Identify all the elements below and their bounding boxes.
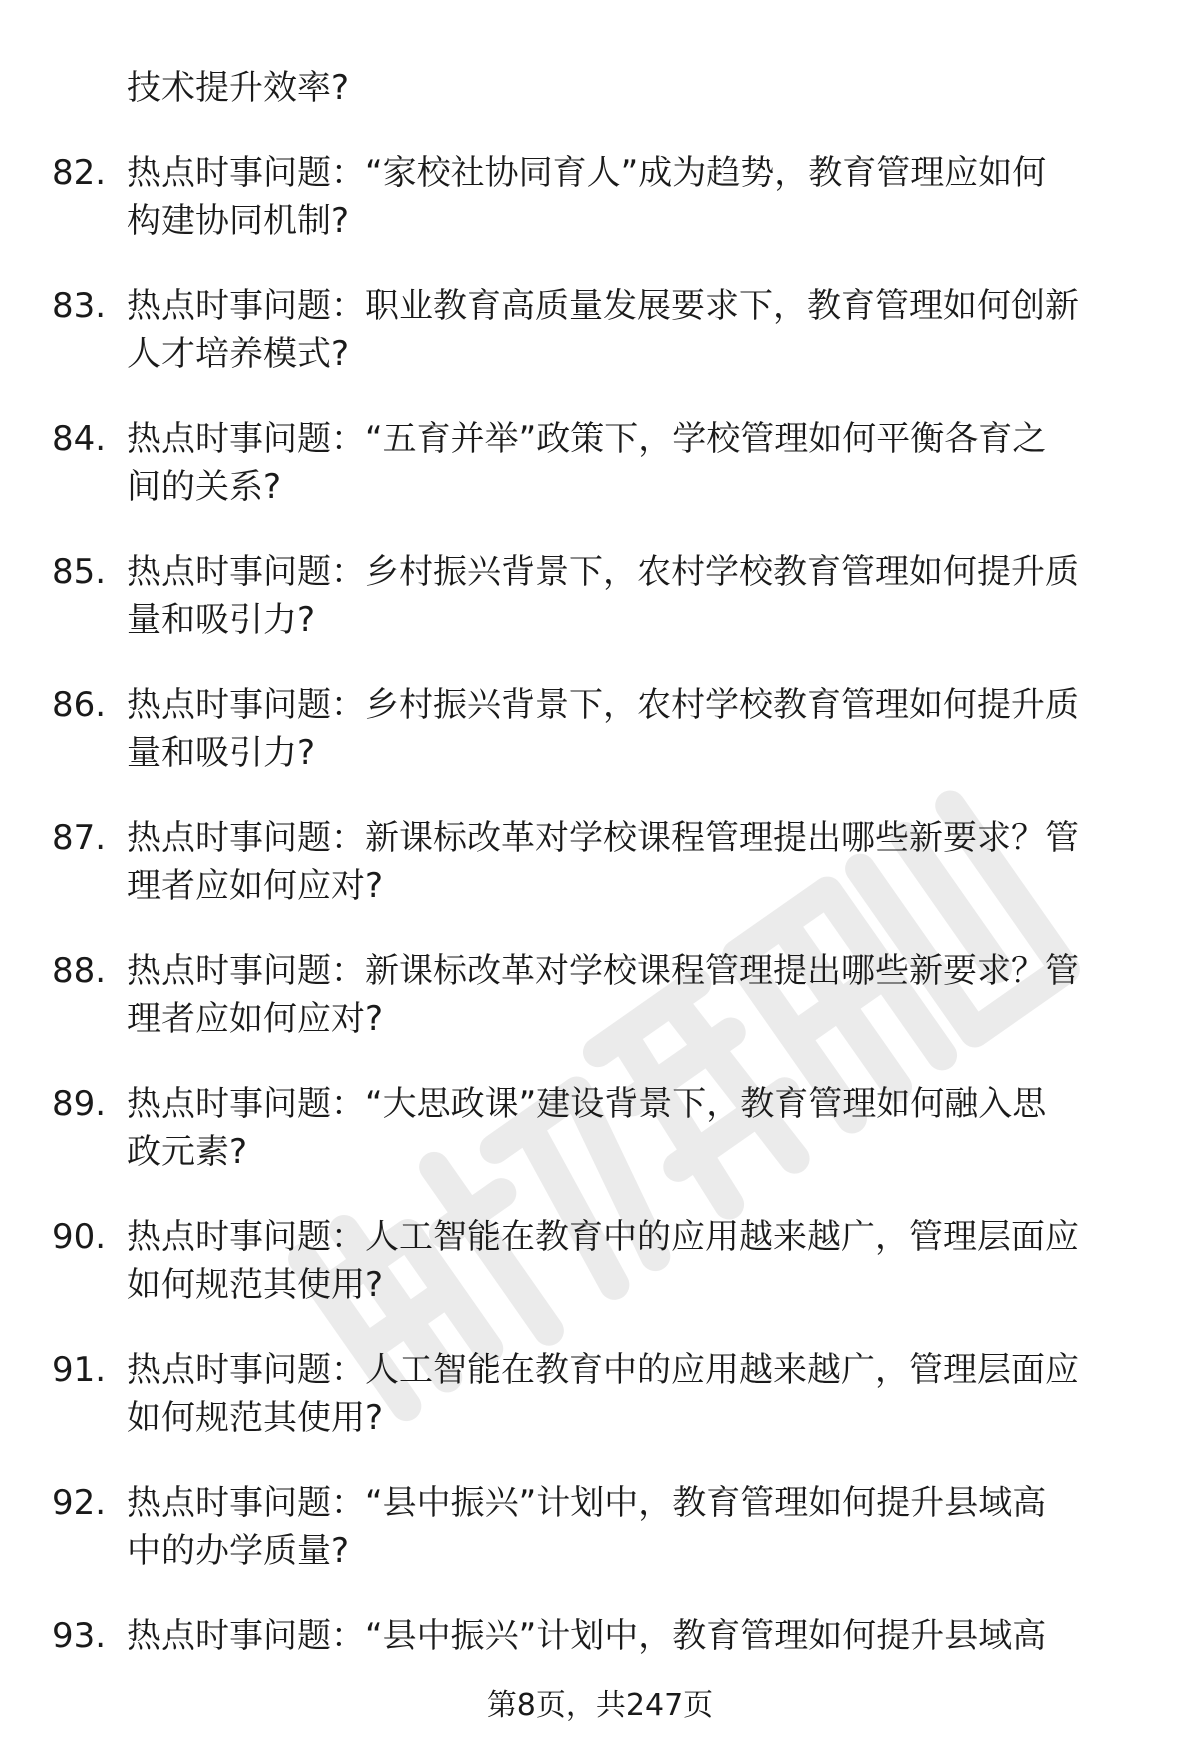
list-item <box>0 1213 1200 1309</box>
list-item <box>0 1612 1200 1660</box>
list-item <box>0 415 1200 511</box>
question-text: 热点时事问题：新课标改革对学校课程管理提出哪些新要求？管 理者应如何应对? <box>127 951 1079 1039</box>
question-text: 热点时事问题：“县中振兴”计划中，教育管理如何提升县域高 中的办学质量? <box>127 1483 1047 1571</box>
question-text: 热点时事问题：职业教育高质量发展要求下，教育管理如何创新 人才培养模式? <box>127 286 1079 374</box>
question-number: 83. <box>52 286 107 326</box>
question-text: 热点时事问题：乡村振兴背景下，农村学校教育管理如何提升质 量和吸引力? <box>127 685 1079 773</box>
question-number: 84. <box>52 419 107 459</box>
question-text: 热点时事问题：人工智能在教育中的应用越来越广，管理层面应 如何规范其使用? <box>127 1350 1079 1438</box>
question-text: 热点时事问题：乡村振兴背景下，农村学校教育管理如何提升质 量和吸引力? <box>127 552 1079 640</box>
page-footer: 第8页，共247页 <box>486 1688 714 1723</box>
question-number: 90. <box>52 1217 107 1257</box>
question-number: 82. <box>52 153 107 193</box>
list-item <box>0 1479 1200 1575</box>
question-text: 热点时事问题：“大思政课”建设背景下，教育管理如何融入思 政元素? <box>127 1084 1047 1172</box>
list-item <box>0 947 1200 1043</box>
list-item <box>0 548 1200 644</box>
question-list <box>0 64 1200 1697</box>
question-number: 89. <box>52 1084 107 1124</box>
list-item <box>0 1346 1200 1442</box>
list-item <box>0 282 1200 378</box>
question-text: 热点时事问题：人工智能在教育中的应用越来越广，管理层面应 如何规范其使用? <box>127 1217 1079 1305</box>
question-number: 86. <box>52 685 107 725</box>
question-number: 93. <box>52 1616 107 1656</box>
question-number: 88. <box>52 951 107 991</box>
list-item <box>0 149 1200 245</box>
list-item <box>0 814 1200 910</box>
question-text: 热点时事问题：“家校社协同育人”成为趋势，教育管理应如何 构建协同机制? <box>127 153 1047 241</box>
list-item <box>0 64 1200 112</box>
question-number: 87. <box>52 818 107 858</box>
question-text: 技术提升效率? <box>127 68 350 108</box>
question-text: 热点时事问题：新课标改革对学校课程管理提出哪些新要求？管 理者应如何应对? <box>127 818 1079 906</box>
question-text: 热点时事问题：“县中振兴”计划中，教育管理如何提升县域高 <box>127 1616 1047 1656</box>
list-item <box>0 681 1200 777</box>
question-number: 85. <box>52 552 107 592</box>
question-text: 热点时事问题：“五育并举”政策下，学校管理如何平衡各育之 间的关系? <box>127 419 1047 507</box>
question-number: 91. <box>52 1350 107 1390</box>
list-item <box>0 1080 1200 1176</box>
question-number: 92. <box>52 1483 107 1523</box>
